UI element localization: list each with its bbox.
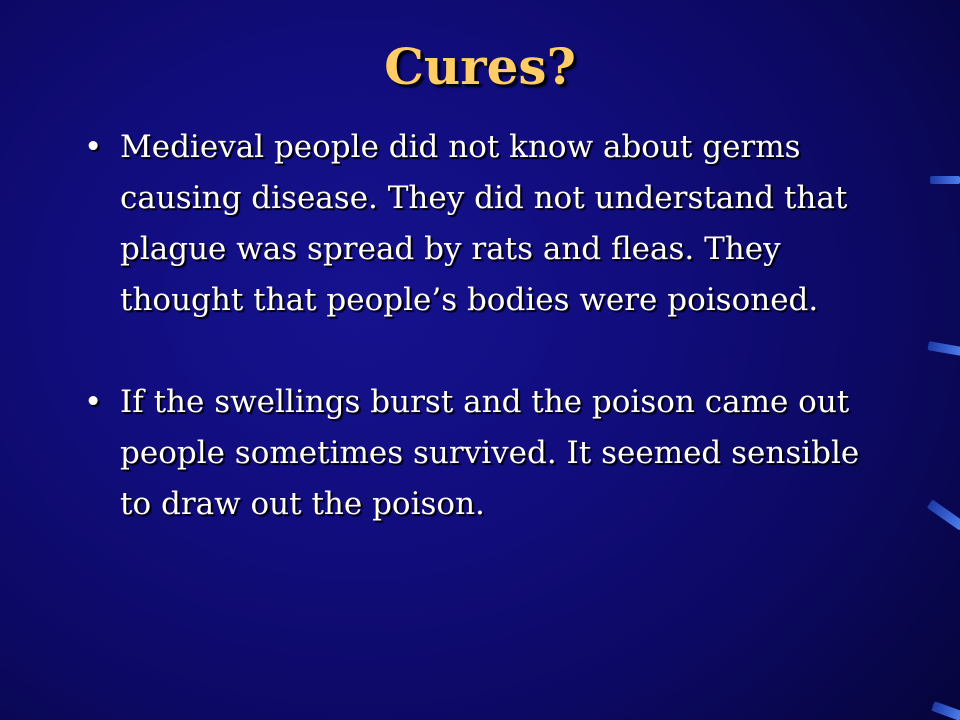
bullet-text: Medieval people did not know about germs causing disease. They did not understand that plague was spread by rats and fleas. They thought that people’s bodies were poisoned. <box>120 129 848 318</box>
decorative-streak <box>927 341 960 356</box>
decorative-streak <box>927 499 960 530</box>
bullet-list <box>84 122 884 530</box>
bullet-item <box>84 377 884 530</box>
bullet-text: If the swellings burst and the poison came out people sometimes survived. It seemed sensible to draw out the poison. <box>120 384 860 522</box>
bullet-icon: • <box>84 129 103 165</box>
decorative-streak <box>930 176 960 184</box>
bullet-icon: • <box>84 384 103 420</box>
slide-title: Cures? <box>384 37 576 96</box>
bullet-item <box>84 122 884 326</box>
decorative-streak <box>931 701 960 720</box>
